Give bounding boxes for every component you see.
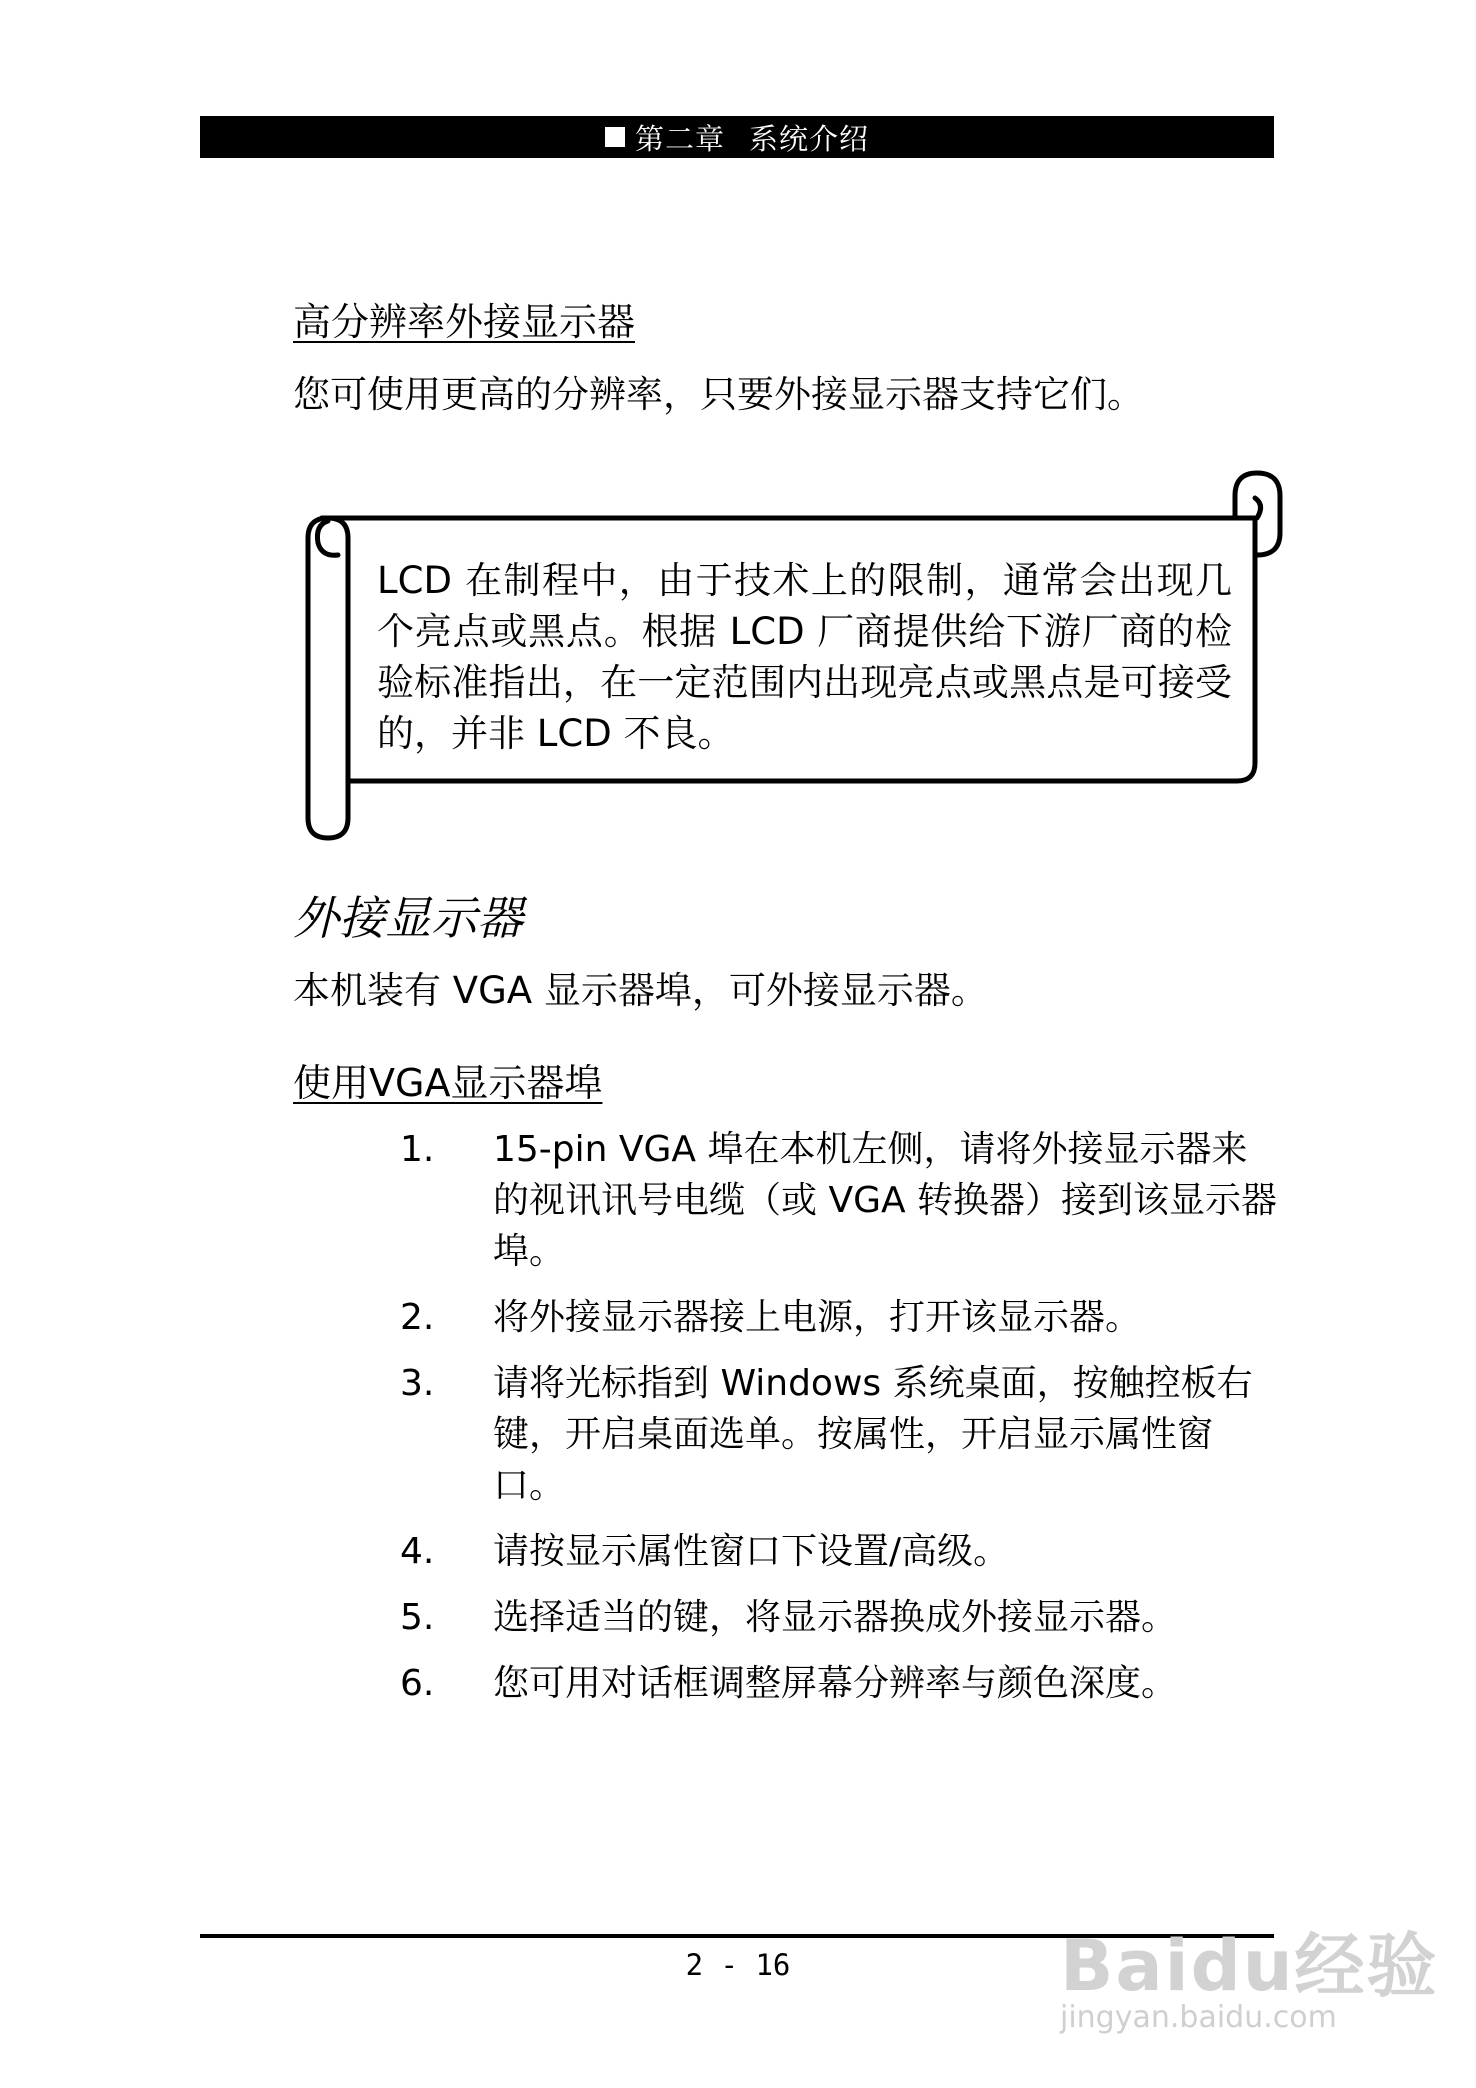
baidu-watermark	[1020, 1870, 1440, 2070]
vga-steps-list	[400, 1124, 1280, 1724]
chapter-number: 第二章	[634, 121, 725, 156]
baidu-logo: Baidu经验	[1060, 1925, 1439, 2007]
step-number: 3.	[400, 1363, 435, 1404]
step-number: 1.	[400, 1129, 435, 1170]
list-item	[400, 1592, 1280, 1643]
step-number: 4.	[400, 1531, 435, 1572]
step-text: 将外接显示器接上电源，打开该显示器。	[493, 1297, 1142, 1338]
step-text: 请按显示属性窗口下设置/高级。	[493, 1531, 1010, 1572]
lcd-note-text: LCD 在制程中，由于技术上的限制，通常会出现几个亮点或黑点。根据 LCD 厂商提供给下游厂商的检验标准指出，在一定范围内出现亮点或黑点是可接受的，并非 LCD 不良。	[377, 559, 1232, 755]
page-number: 2 - 16	[685, 1948, 791, 1982]
list-item	[400, 1124, 1280, 1277]
step-text: 请将光标指到 Windows 系统桌面，按触控板右键，开启桌面选单。按属性，开启显示属性窗口。	[493, 1363, 1253, 1506]
list-item	[400, 1526, 1280, 1577]
step-text: 15-pin VGA 埠在本机左侧，请将外接显示器来的视讯讯号电缆（或 VGA 转换器）接到该显示器埠。	[493, 1129, 1278, 1272]
list-item	[400, 1358, 1280, 1511]
chapter-title: 系统介绍	[749, 121, 870, 156]
list-item	[400, 1292, 1280, 1343]
step-number: 2.	[400, 1297, 435, 1338]
list-item	[400, 1658, 1280, 1709]
external-monitor-body: 本机装有 VGA 显示器埠，可外接显示器。	[293, 969, 988, 1012]
watermark-url: jingyan.baidu.com	[1060, 2000, 1337, 2035]
step-number: 5.	[400, 1597, 435, 1638]
step-text: 您可用对话框调整屏幕分辨率与颜色深度。	[493, 1663, 1178, 1704]
chapter-header-bar	[200, 116, 1274, 158]
step-number: 6.	[400, 1663, 435, 1704]
square-bullet-icon	[605, 127, 625, 147]
external-monitor-heading: 外接显示器	[293, 891, 523, 945]
high-res-body: 您可使用更高的分辨率，只要外接显示器支持它们。	[293, 373, 1144, 416]
high-res-heading: 高分辨率外接显示器	[293, 300, 636, 344]
vga-port-heading: 使用VGA显示器埠	[293, 1061, 603, 1105]
step-text: 选择适当的键，将显示器换成外接显示器。	[493, 1597, 1178, 1638]
